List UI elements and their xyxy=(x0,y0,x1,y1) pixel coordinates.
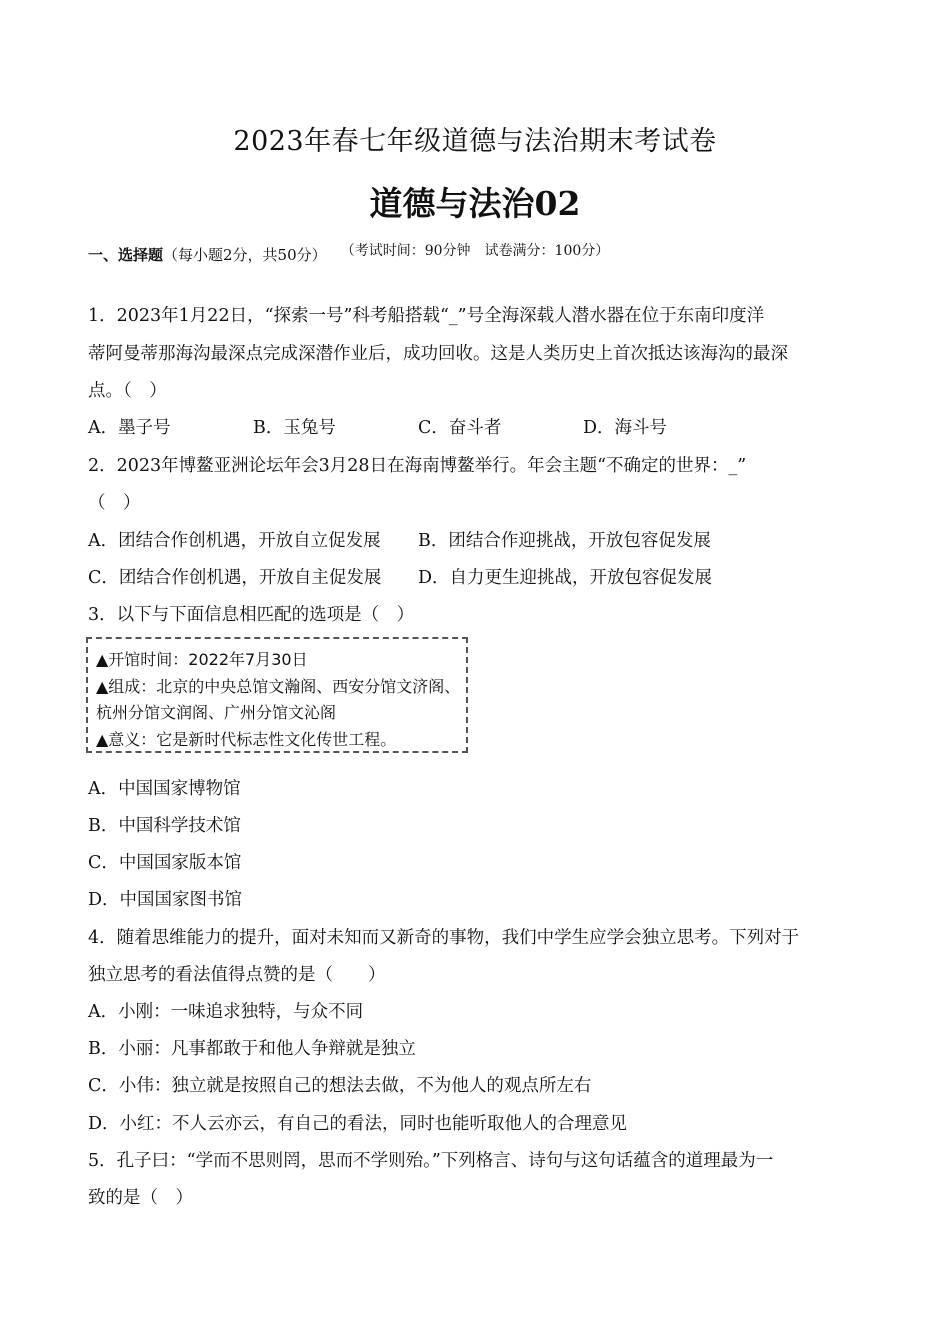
q2-option-b: B．团结合作迎挑战，开放包容促发展 xyxy=(418,531,711,551)
section-note: （每小题2分，共50分） xyxy=(163,246,327,264)
q3-box-line-2: ▲组成：北京的中央总馆文瀚阁、西安分馆文济阁、 xyxy=(96,676,461,696)
section-heading xyxy=(88,244,327,266)
q4-line-2: 独立思考的看法值得点赞的是（ ） xyxy=(88,965,386,985)
q1-line-3: 点。（ ） xyxy=(88,381,167,401)
q1-line-1: 1．2023年1月22日，“探索一号”科考船搭载“_”号全海深载人潜水器在位于东南印度洋 xyxy=(88,306,765,326)
q4-option-a: A．小刚：一味追求独特，与众不同 xyxy=(88,1002,364,1022)
q3-info-box xyxy=(86,637,468,753)
q3-option-b: B．中国科学技术馆 xyxy=(88,816,241,836)
q3-box-line-4: ▲意义：它是新时代标志性文化传世工程。 xyxy=(96,729,397,749)
q2-line-2: （ ） xyxy=(88,493,141,513)
q3-option-d: D．中国国家图书馆 xyxy=(88,890,243,910)
q4-option-b: B．小丽：凡事都敢于和他人争辩就是独立 xyxy=(88,1039,416,1059)
q2-line-1: 2．2023年博鳌亚洲论坛年会3月28日在海南博鳌举行。年会主题“不确定的世界：_” xyxy=(88,456,747,476)
q3-option-c: C．中国国家版本馆 xyxy=(88,853,242,873)
exam-subtitle: 道德与法治02 xyxy=(369,184,581,223)
q2-option-c: C．团结合作创机遇，开放自主促发展 xyxy=(88,568,382,588)
exam-info: （考试时间：90分钟 试卷满分：100分） xyxy=(340,243,610,259)
q1-option-c: C．奋斗者 xyxy=(418,418,502,438)
q3-option-a: A．中国国家博物馆 xyxy=(88,779,241,799)
q4-option-c: C．小伟：独立就是按照自己的想法去做，不为他人的观点所左右 xyxy=(88,1076,592,1096)
q1-option-a: A．墨子号 xyxy=(88,418,171,438)
q1-line-2: 蒂阿曼蒂那海沟最深点完成深潜作业后，成功回收。这是人类历史上首次抵达该海沟的最深 xyxy=(88,344,788,364)
q3-box-line-1: ▲开馆时间：2022年7月30日 xyxy=(96,650,308,669)
q4-line-1: 4．随着思维能力的提升，面对未知而又新奇的事物，我们中学生应学会独立思考。下列对于 xyxy=(88,928,800,948)
q3-stem: 3．以下与下面信息相匹配的选项是（ ） xyxy=(88,605,415,625)
q2-option-d: D．自力更生迎挑战，开放包容促发展 xyxy=(418,568,713,588)
exam-title: 2023年春七年级道德与法治期末考试卷 xyxy=(233,126,717,157)
q3-box-line-3: 杭州分馆文润阁、广州分馆文沁阁 xyxy=(96,703,337,722)
q5-line-2: 致的是（ ） xyxy=(88,1188,193,1208)
q1-option-b: B．玉兔号 xyxy=(253,418,336,438)
q4-option-d: D．小红：不人云亦云，有自己的看法，同时也能听取他人的合理意见 xyxy=(88,1114,628,1134)
q1-option-d: D．海斗号 xyxy=(583,418,668,438)
section-title: 一、选择题 xyxy=(88,246,164,264)
q5-line-1: 5．孔子曰：“学而不思则罔，思而不学则殆。”下列格言、诗句与这句话蕴含的道理最为一 xyxy=(88,1151,774,1171)
q2-option-a: A．团结合作创机遇，开放自立促发展 xyxy=(88,531,381,551)
